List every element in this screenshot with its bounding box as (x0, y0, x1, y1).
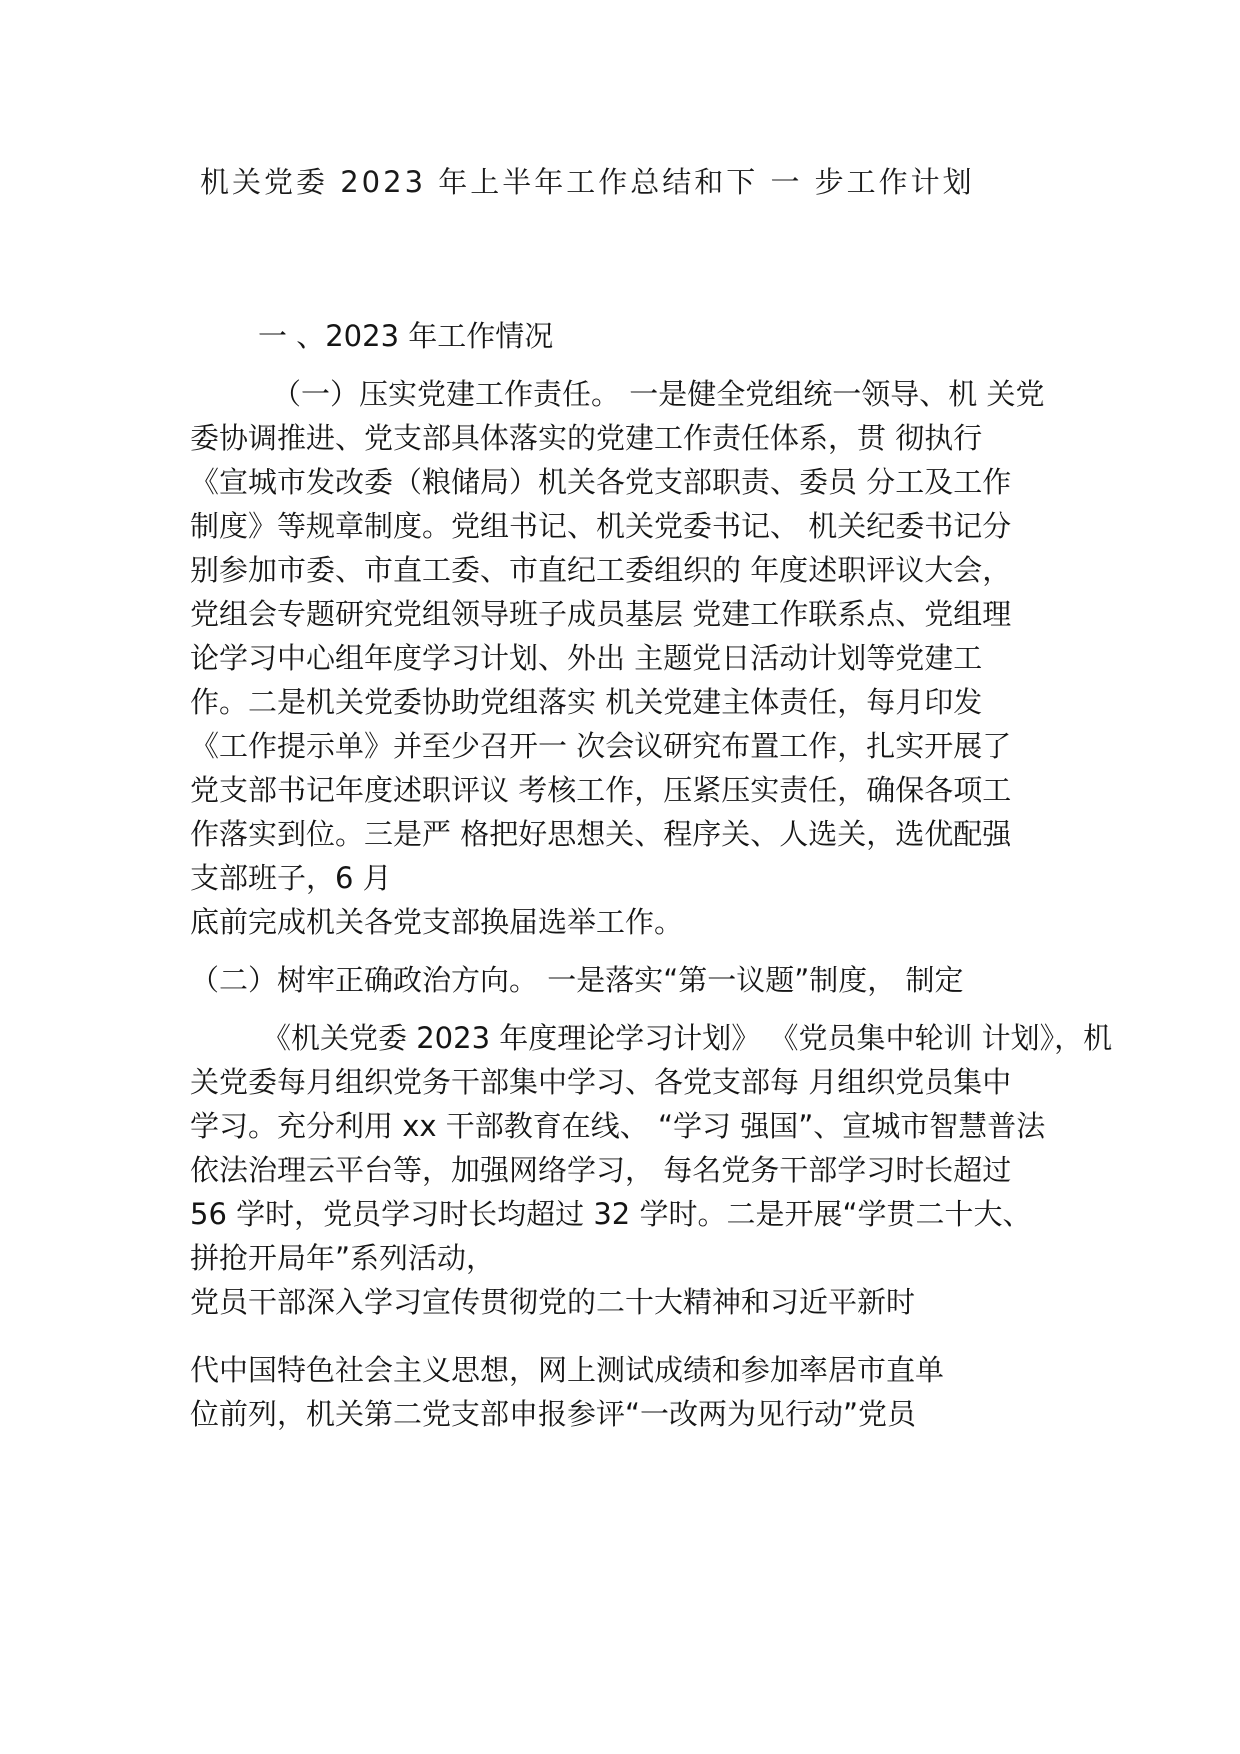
paragraph-line: 56 学时，党员学习时长均超过 32 学时。二是开展“学贯二十大、 (190, 1197, 1032, 1231)
paragraph-line: （一）压实党建工作责任。 一是健全党组统一领导、机 关党 (272, 377, 1045, 411)
paragraph-line: 制度》等规章制度。党组书记、机关党委书记、 机关纪委书记分 (190, 509, 1012, 543)
paragraph-line: 党员干部深入学习宣传贯彻党的二十大精神和习近平新时 (190, 1285, 916, 1319)
paragraph-line: 党组会专题研究党组领导班子成员基层 党建工作联系点、党组理 (190, 597, 1012, 631)
paragraph-line: 《工作提示单》并至少召开一 次会议研究布置工作，扎实开展了 (190, 729, 1012, 763)
paragraph-line: 别参加市委、市直工委、市直纪工委组织的 年度述职评议大会， (190, 553, 1012, 587)
paragraph-line: 作落实到位。三是严 格把好思想关、程序关、人选关，选优配强 (190, 817, 1012, 851)
paragraph-line: 位前列，机关第二党支部申报参评“一改两为见行动”党员 (190, 1397, 917, 1431)
paragraph-line: （二）树牢正确政治方向。 一是落实“第一议题”制度， 制定 (190, 963, 964, 997)
paragraph-line: 拼抢开局年”系列活动， (190, 1241, 496, 1275)
section-heading: 一 、2023 年工作情况 (258, 319, 554, 353)
paragraph-line: 关党委每月组织党务干部集中学习、各党支部每 月组织党员集中 (190, 1065, 1012, 1099)
document-title: 机关党委 2023 年上半年工作总结和下 一 步工作计划 (200, 165, 975, 199)
paragraph-line: 依法治理云平台等，加强网络学习， 每名党务干部学习时长超过 (190, 1153, 1012, 1187)
paragraph-line: 党支部书记年度述职评议 考核工作，压紧压实责任，确保各项工 (190, 773, 1012, 807)
paragraph-line: 《宣城市发改委（粮储局）机关各党支部职责、委员 分工及工作 (190, 465, 1012, 499)
paragraph-line: 论学习中心组年度学习计划、外出 主题党日活动计划等党建工 (190, 641, 983, 675)
paragraph-line: 支部班子，6 月 (190, 861, 392, 895)
paragraph-line: 《机关党委 2023 年度理论学习计划》 《党员集中轮训 计划》，机 (262, 1021, 1113, 1055)
paragraph-line: 代中国特色社会主义思想，网上测试成绩和参加率居市直单 (190, 1353, 945, 1387)
paragraph-line: 作。二是机关党委协助党组落实 机关党建主体责任，每月印发 (190, 685, 983, 719)
paragraph-line: 底前完成机关各党支部换届选举工作。 (190, 905, 684, 939)
paragraph-line: 委协调推进、党支部具体落实的党建工作责任体系，贯 彻执行 (190, 421, 983, 455)
paragraph-line: 学习。充分利用 xx 干部教育在线、 “学习 强国”、宣城市智慧普法 (190, 1109, 1046, 1143)
